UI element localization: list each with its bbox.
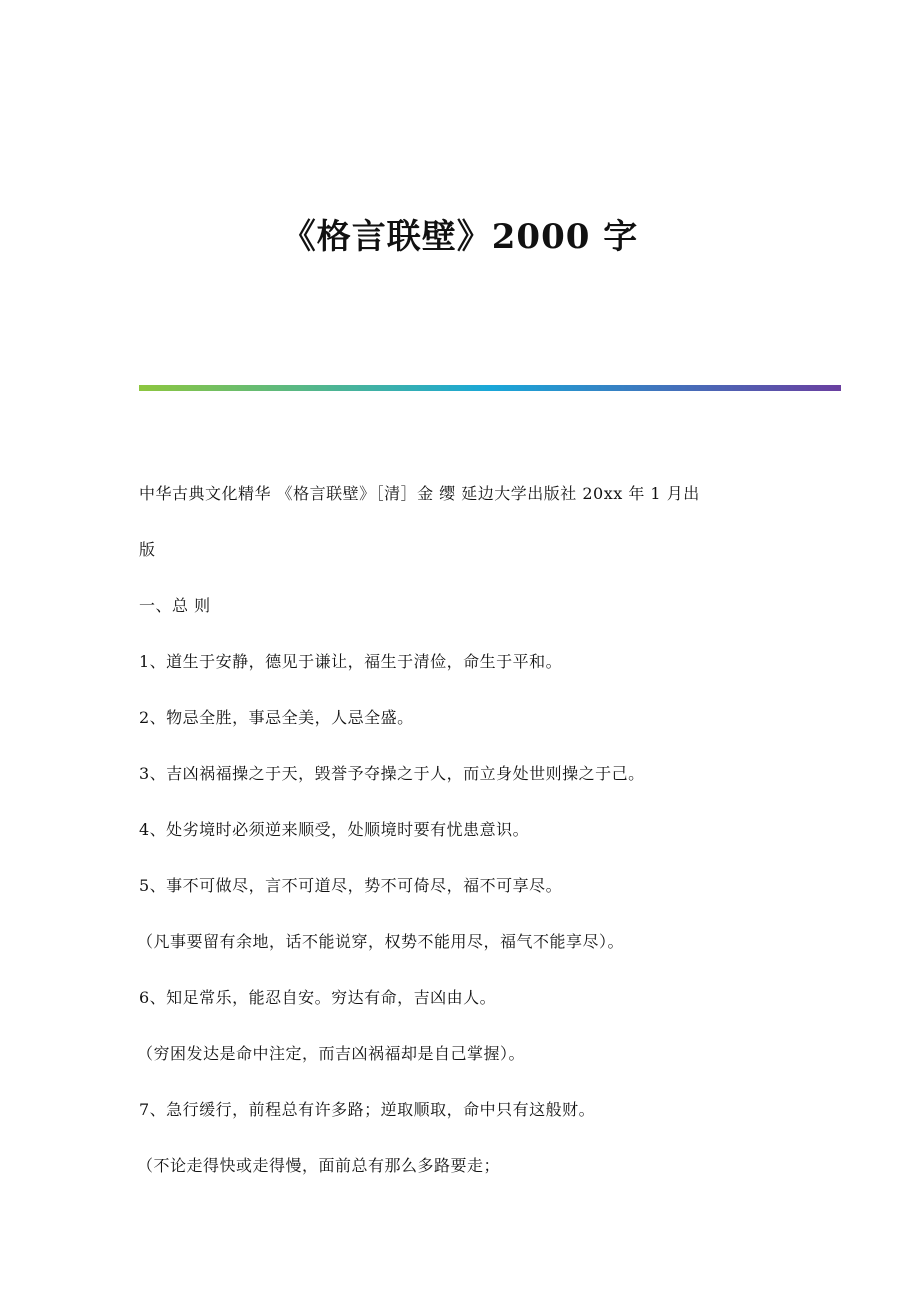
paragraph-item-6-note: （穷困发达是命中注定，而吉凶祸福却是自己掌握）。 xyxy=(137,1044,526,1063)
paragraph-item-7-note: （不论走得快或走得慢，面前总有那么多路要走； xyxy=(137,1156,501,1175)
paragraph-item-2: 2、物忌全胜，事忌全美，人忌全盛。 xyxy=(139,708,414,727)
paragraph-item-1: 1、道生于安静，德见于谦让，福生于清俭，命生于平和。 xyxy=(139,652,563,671)
section-heading-general: 一、总 则 xyxy=(139,596,211,615)
paragraph-item-5: 5、事不可做尽，言不可道尽，势不可倚尽，福不可享尽。 xyxy=(139,876,563,895)
paragraph-publication-info: 中华古典文化精华 《格言联壁》［清］金 缨 延边大学出版社 20xx 年 1 月出 xyxy=(139,484,700,503)
paragraph-item-3: 3、吉凶祸福操之于天，毁誉予夺操之于人，而立身处世则操之于己。 xyxy=(139,764,645,783)
paragraph-item-6: 6、知足常乐，能忍自安。穷达有命，吉凶由人。 xyxy=(139,988,497,1007)
gradient-divider xyxy=(139,385,841,391)
document-title: 《格言联壁》2000 字 xyxy=(281,217,639,257)
paragraph-item-4: 4、处劣境时必须逆来顺受，处顺境时要有忧患意识。 xyxy=(139,820,530,839)
paragraph-item-7: 7、急行缓行，前程总有许多路；逆取顺取，命中只有这般财。 xyxy=(139,1100,596,1119)
paragraph-item-5-note: （凡事要留有余地，话不能说穿，权势不能用尽，福气不能享尽）。 xyxy=(137,932,625,951)
paragraph-publication-info-continued: 版 xyxy=(139,540,156,559)
document-body xyxy=(139,466,789,1194)
